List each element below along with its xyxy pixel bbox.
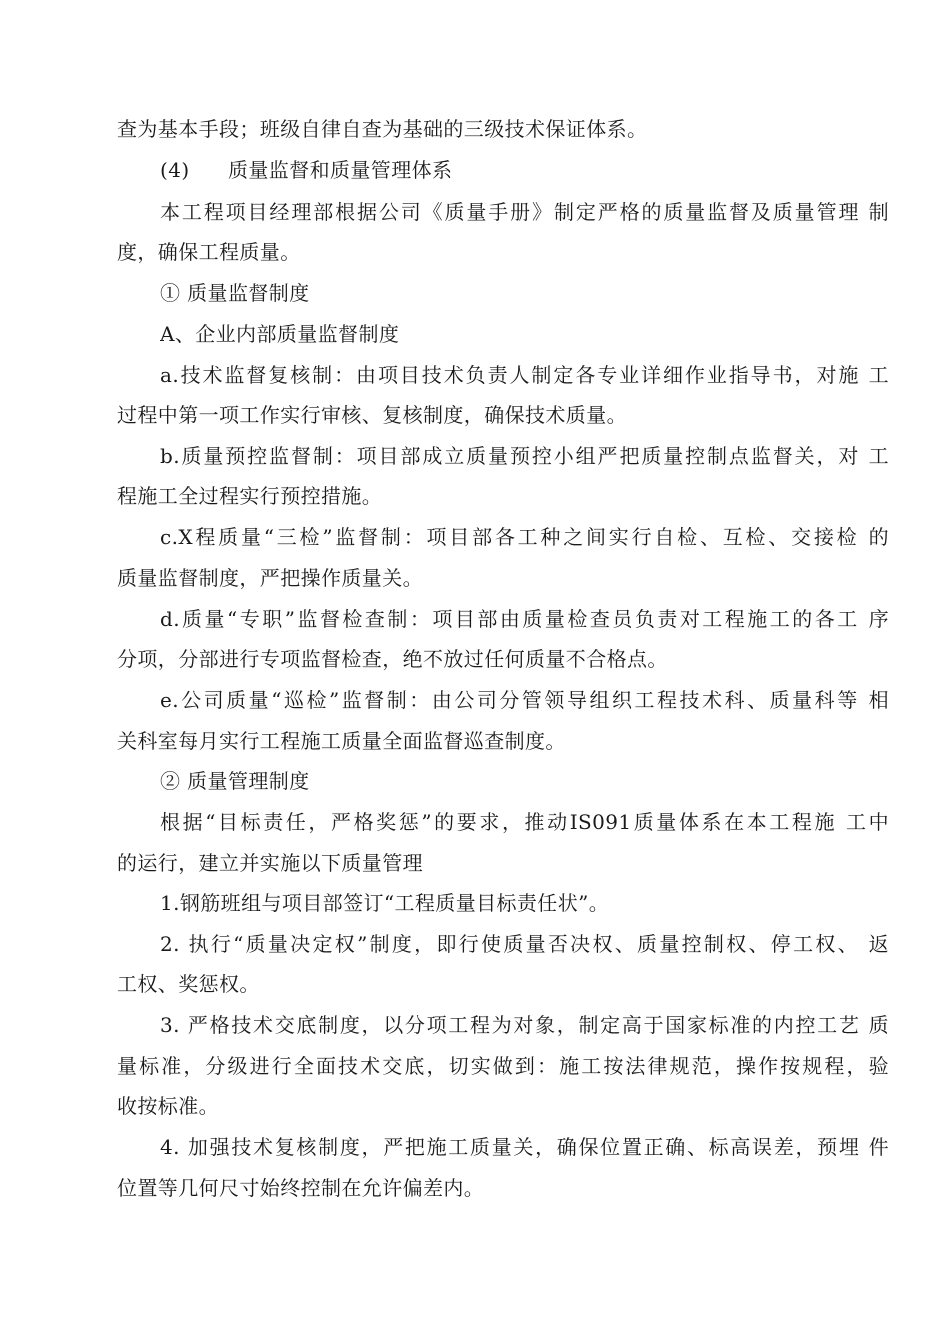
paragraph-line: 本工程项目经理部根据公司《质量手册》制定严格的质量监督及质量管理 制 — [160, 200, 889, 224]
subsection-heading: ② 质量管理制度 — [160, 769, 310, 793]
paragraph-line: 位置等几何尺寸始终控制在允许偏差内。 — [117, 1176, 485, 1200]
paragraph-line: 程施工全过程实行预控措施。 — [117, 484, 383, 508]
paragraph-line: a.技术监督复核制：由项目技术负责人制定各专业详细作业指导书，对施 工 — [160, 363, 889, 387]
paragraph-line: 分项，分部进行专项监督检查，绝不放过任何质量不合格点。 — [117, 647, 668, 671]
list-item: 3. 严格技术交底制度，以分项工程为对象，制定高于国家标准的内控工艺 质 — [160, 1013, 889, 1037]
paragraph-line: 收按标准。 — [117, 1094, 219, 1118]
paragraph-line: 根据“目标责任，严格奖惩”的要求，推动IS091质量体系在本工程施 工中 — [160, 810, 889, 834]
paragraph-line: 过程中第一项工作实行审核、复核制度，确保技术质量。 — [117, 403, 627, 427]
paragraph-line: e.公司质量“巡检”监督制：由公司分管领导组织工程技术科、质量科等 相 — [160, 688, 889, 712]
paragraph-line: 工权、奖惩权。 — [117, 972, 260, 996]
section-heading — [160, 158, 932, 182]
section-number: (4) — [160, 158, 190, 182]
list-item: 4. 加强技术复核制度，严把施工质量关，确保位置正确、标高误差，预埋 件 — [160, 1135, 889, 1159]
paragraph-line: 度，确保工程质量。 — [117, 240, 301, 264]
subsection-heading: ① 质量监督制度 — [160, 281, 310, 305]
section-title: 质量监督和质量管理体系 — [228, 158, 453, 182]
paragraph-line: 查为基本手段；班级自律自查为基础的三级技术保证体系。 — [117, 117, 648, 141]
paragraph-line: 关科室每月实行工程施工质量全面监督巡查制度。 — [117, 729, 566, 753]
list-item: 1.钢筋班组与项目部签订“工程质量目标责任状”。 — [160, 891, 610, 915]
list-item: 2. 执行“质量决定权”制度，即行使质量否决权、质量控制权、停工权、 返 — [160, 932, 889, 956]
subsection-heading: A、企业内部质量监督制度 — [160, 322, 400, 346]
paragraph-line: 量标准，分级进行全面技术交底，切实做到：施工按法律规范，操作按规程，验 — [117, 1054, 889, 1078]
paragraph-line: c.X程质量“三检”监督制：项目部各工种之间实行自检、互检、交接检 的 — [160, 525, 889, 549]
paragraph-line: 质量监督制度，严把操作质量关。 — [117, 566, 423, 590]
paragraph-line: 的运行，建立并实施以下质量管理 — [117, 851, 423, 875]
paragraph-line: d.质量“专职”监督检查制：项目部由质量检查员负责对工程施工的各工 序 — [160, 607, 889, 631]
paragraph-line: b.质量预控监督制：项目部成立质量预控小组严把质量控制点监督关，对 工 — [160, 444, 889, 468]
